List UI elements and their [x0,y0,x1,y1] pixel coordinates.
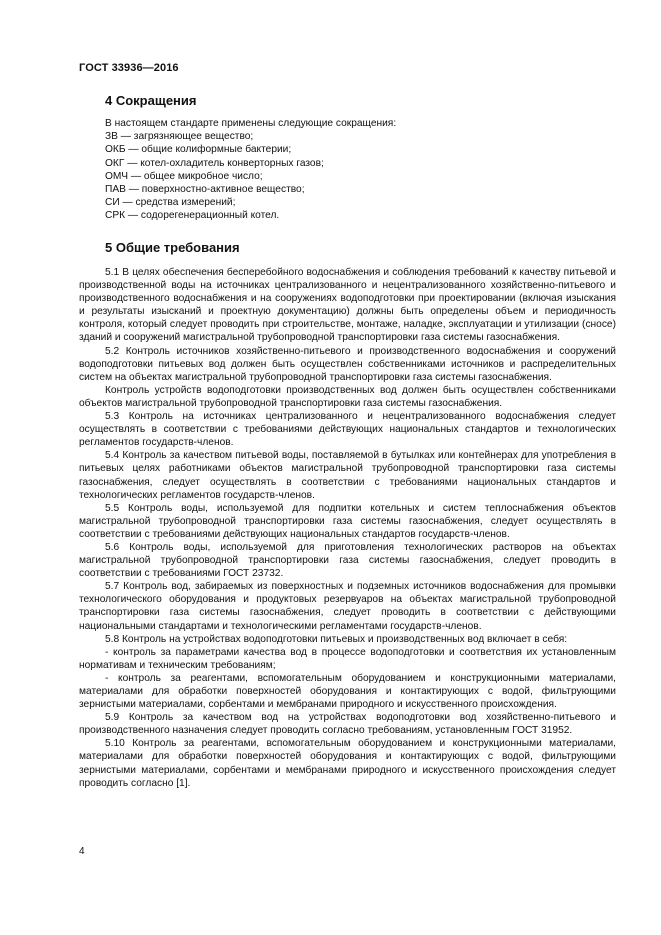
abbreviation-item: ОКБ — общие колиформные бактерии; [105,144,292,156]
paragraph-5-8: 5.8 Контроль на устройствах водоподготовки питьевых и производственных вод включает в себя: [105,633,568,645]
abbreviation-item: СРК — содорегенерационный котел. [105,210,280,222]
section-5-body [79,266,616,790]
paragraph-5-5: 5.5 Контроль воды, используемой для подпитки котельных и систем теплоснабжения объектов магистральной трубопроводной транспортировки газа системы газоснабжения, следует осуществлять в соответствии с требованиями действующих национальных стандартов государств-членов. [79,502,616,540]
list-item-quality-control: - контроль за параметрами качества вод в процессе водоподготовки и соответствия их установленным нормативам и техническим требованиям; [79,646,616,671]
paragraph-5-9: 5.9 Контроль за качеством вод на устройствах водоподготовки вод хозяйственно-питьевого и производственного назначения следует проводить согласно требованиям, установленным ГОСТ 31952. [79,712,616,737]
paragraph-5-1: 5.1 В целях обеспечения бесперебойного водоснабжения и соблюдения требований к качеству питьевой и производственной воды на источниках централизованного и нецентрализованного хозяйственно-питьевого и производственного водоснабжения и на сооружениях водоподготовки при проектировании (включая изыскания и результаты изысканий и проектную документацию) должны быть определены объем и периодичность контроля, который следует проводить при строительстве, монтаже, наладке, эксплуатации и утилизации (сносе) зданий и сооружений магистральной трубопроводной транспортировки газа системы газоснабжения. [79,267,616,344]
paragraph-5-3: 5.3 Контроль на источниках централизованного и нецентрализованного водоснабжения следует осуществлять в соответствии с требованиями действующих национальных стандартов и технологических регламентов государств-членов. [79,411,616,449]
section-4-title: 4 Сокращения [105,93,197,108]
paragraph-5-2-cont: Контроль устройств водоподготовки производственных вод должен быть осуществлен собственниками объектов магистральной трубопроводной транспортировки газа системы газоснабжения. [79,384,616,409]
paragraph-5-6: 5.6 Контроль воды, используемой для приготовления технологических растворов на объектах магистральной трубопроводной транспортировки газа системы газоснабжения, следует проводить в соответствии с требованиями ГОСТ 23732. [79,541,616,580]
document-header: ГОСТ 33936—2016 [79,62,179,74]
paragraph-5-10: 5.10 Контроль за реагентами, вспомогательным оборудованием и конструкционными материалами, материалами для обработки поверхностей оборудования и контактирующих с водой, фильтрующими зернистыми материалами, сорбентами и мембранами природного и искусственного происхождения следует проводить согласно [1]. [79,738,616,789]
page-number: 4 [79,846,85,857]
abbreviation-item: ЗВ — загрязняющее вещество; [105,131,254,143]
abbreviation-item: СИ — средства измерений; [105,197,236,209]
abbreviation-item: ОКГ — котел-охладитель конверторных газов; [105,157,324,169]
abbreviations-intro: В настоящем стандарте применены следующие сокращения: [105,118,397,129]
paragraph-5-4: 5.4 Контроль за качеством питьевой воды, поставляемой в бутылках или контейнерах для употребления в питьевых целях работниками объектов магистральной трубопроводной транспортировки газа системы газоснабжения, следует осуществлять в соответствии с требованиями национальных стандартов и технологических регламентов государств-членов. [79,450,616,501]
list-item-reagents-control: - контроль за реагентами, вспомогательным оборудованием и конструкционными материалами, материалами для обработки поверхностей оборудования и контактирующих с водой, фильтрующими зернистыми материалами, сорбентами и мембранами природного и искусственного происхождения. [79,672,616,711]
paragraph-5-7: 5.7 Контроль вод, забираемых из поверхностных и подземных источников водоснабжения для промывки технологического оборудования и продуктовых резервуаров на объектах магистральной трубопроводной транспортировки газа системы газоснабжения, следует проводить в соответствии с действующими национальными стандартами и технологическими регламентами государств-членов. [79,581,616,632]
abbreviations-list [105,117,585,223]
paragraph-5-2: 5.2 Контроль источников хозяйственно-питьевого и производственного водоснабжения и сооружений водоподготовки питьевых вод должен быть осуществлен собственниками источников и распределительных систем на объектах магистральной трубопроводной транспортировки газа системы газоснабжения. [79,345,616,383]
section-5-title: 5 Общие требования [105,240,240,255]
abbreviation-item: ПАВ — поверхностно-активное вещество; [105,183,305,195]
abbreviation-item: ОМЧ — общее микробное число; [105,170,263,182]
